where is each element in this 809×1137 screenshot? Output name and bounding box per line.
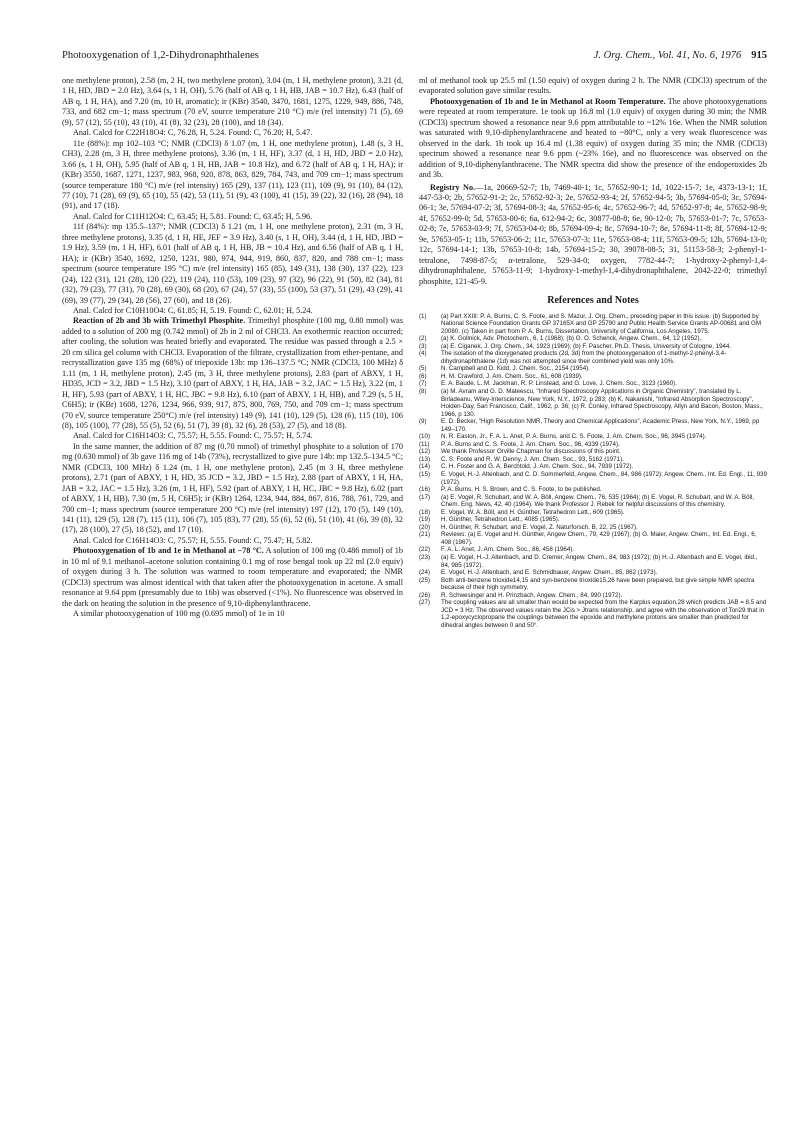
paragraph: one methylene proton), 2.58 (m, 2 H, two methylene proton), 3.04 (m, 1 H, methylene proton), 3.21 (d, 1 H, HD, JBD = 2.0 Hz), 3.64 (s, 1 H, OH), 5.76 (half of AB q, 1 H, HB, JAB = 10.7 Hz), 6.43 (half of AB q, 1 H, HA), and 7.20 (m, 10 H, aromatic); ir (KBr) 3540, 3470, 1681, 1275, 1229, 949, 886, 748, 733, and 682 cm−1; mass spectrum (70 eV, source temperature 210 °C) m/e (rel intensity) 71 (5), 69 (9), 57 (12), 55 (10), 43 (10), 41 (8), 32 (23), 28 (100), and 18 (34).	[62, 76, 403, 127]
reference-item	[419, 433, 767, 441]
paragraph: In the same manner, the addition of 87 mg (0.70 mmol) of trimethyl phosphite to a solution of 170 mg (0.630 mmol) of 3b gave 116 mg of 14b (73%), recrystallized to give pure 14b: mp 132.5–134.5 °C; NMR (CDCl3, 100 MHz) δ 1.24 (m, 1 H, one methylene proton), 2.45 (m 3 H, three methylene protons), 2.71 (part of ABXY, 1 H, HD, 35 JCD = 3.2, JBD = 1.5 Hz), 2.88 (part of ABXY, 1 H, HA, JAB = 3.2, JAC = 1.5 Hz), 3.26 (m, 1 H, HF), 5.92 (part of ABXY, 1 H, HC, JBC = 9.8 Hz), 6.02 (part of ABXY, 1 H, HB), 7.30 (m, 5 H, C6H5); ir (KBr) 1264, 1234, 944, 884, 867, 816, 788, 761, 729, and 700 cm−1; mass spectrum (source temperature 200 °C) m/e (rel intensity) 197 (12), 170 (5), 149 (10), 141 (11), 129 (5), 128 (7), 115 (11), 106 (7), 105 (83), 77 (28), 55 (6), 52 (6), 51 (10), 41 (6), 39 (8), 32 (17), 28 (100), 27 (5), 18 (52), and 17 (10).	[62, 441, 403, 535]
reference-number: (7)	[419, 380, 427, 388]
section-heading: Photooxygenation of 1b and 1e in Methanol at −78 °C.	[73, 546, 264, 556]
journal-citation	[594, 50, 767, 61]
paragraph: Anal. Calcd for C16H14O3: C, 75.57; H, 5.55. Found: C, 75.57; H, 5.74.	[73, 431, 313, 441]
reference-number: (25)	[419, 576, 431, 584]
reference-number: (18)	[419, 508, 431, 516]
reference-text: (a) E. Ciganek, J. Org. Chem., 34, 1923 (1969); (b) F. Pascher, Ph.D. Thesis, University of Cologne, 1944.	[441, 342, 732, 350]
paragraph: 11f (84%): mp 135.5–137°; NMR (CDCl3) δ 1.21 (m, 1 H, one methylene proton), 2.31 (m, 3 H, three methylene protons), 3.35 (d, 1 H, HE, JEF = 3.9 Hz), 3.40 (s, 1 H, OH), 3.44 (d, 1 H, HD, JBD = 1.9 Hz), 3.59 (m, 1 H, HF), 6.01 (half of AB q, 1 H, HB, JB = 10.4 Hz), and 6.56 (half of AB q, 1 H, HA); ir (KBr) 3540, 1692, 1250, 1231, 980, 974, 944, 919, 860, 837, 820, and 788 cm−1; mass spectrum (source temperature 195 °C) m/e (rel intensity) 165 (85), 149 (31), 138 (30), 137 (22), 123 (24), 122 (31), 121 (28), 120 (22), 119 (24), 110 (53), 109 (23), 97 (32), 96 (22), 91 (50), 82 (34), 81 (32), 79 (23), 77 (31), 70 (28), 69 (30), 68 (20), 67 (24), 57 (33), 55 (100), 53 (37), 51 (29), 43 (29), 41 (69), 39 (77), 29 (34), 28 (56), 27 (60), and 18 (26).	[62, 222, 403, 305]
reference-item	[419, 471, 767, 486]
reference-item	[419, 509, 767, 517]
left-column	[62, 76, 403, 620]
reference-item	[419, 343, 767, 351]
reference-number: (26)	[419, 591, 431, 599]
running-title: Photooxygenation of 1,2-Dihydronaphthalenes	[62, 50, 259, 61]
reference-text: E. D. Becker, "High Resolution NMR, Theory and Chemical Applications", Academic Press, New York, N.Y., 1969, pp 149–170.	[441, 418, 760, 433]
section-heading: Reaction of 2b and 3b with Trimethyl Phosphite.	[73, 316, 246, 326]
reference-number: (4)	[419, 350, 427, 358]
reference-item	[419, 599, 767, 629]
reference-item	[419, 313, 767, 336]
reference-item	[419, 569, 767, 577]
registry-list: —1a, 20669-52-7; 1b, 7469-40-1; 1c, 57652-90-1; 1d, 1022-15-7; 1e, 4373-13-1; 1f, 447-53-0; 2b, 57652-91-2; 2c, 57652-92-3; 2e, 57652-93-4; 2f, 57652-94-5; 3b, 57694-05-0; 3c, 57694-06-1; 3e, 57694-07-2; 3f, 57694-08-3; 4a, 57652-95-6; 4c, 57652-96-7; 4d, 57652-97-8; 4e, 57652-98-9; 4f, 57652-99-0; 5d, 57653-00-6; 6a, 612-94-2; 6c, 30877-08-8; 6e, 90-12-0; 7b, 57653-01-7; 7c, 57653-02-8; 7e, 57653-03-9; 7f, 57653-04-0; 8b, 57694-09-4; 8c, 57694-10-7; 8e, 57694-11-8; 8f, 57694-12-9; 9e, 57653-05-1; 11b, 57653-06-2; 11c, 57653-07-3; 11e, 57653-08-4; 11f, 57653-09-5; 12b, 57694-13-0; 12c, 57694-14-1; 13b, 57653-10-8; 14b, 57694-15-2; 30, 39078-08-5; 31, 51153-58-3; 2-phenyl-1-tetralone, 7498-87-5; α-tetralone, 529-34-0; oxygen, 7782-44-7; 1-hydroxy-2-phenyl-1,4-dihydronaphthalene, 57653-11-9; 1-hydroxy-1-methyl-1,4-dihydronaphthalene, 2042-22-0; trimethyl phosphite, 121-45-9.	[419, 182, 767, 286]
reference-number: (2)	[419, 335, 427, 343]
paragraph: 11e (88%): mp 102–103 °C; NMR (CDCl3) δ 1.07 (m, 1 H, one methylene proton), 1.48 (s, 3 H, CH3), 2.28 (m, 3 H, three methylene protons), 3.36 (m, 1 H, HF), 3.37 (d, 1 H, HD, JBD = 2.0 Hz), 3.66 (s, 1 H, OH), 5.95 (half of AB q, 1 H, HB, JAB = 10.8 Hz), and 6.72 (half of AB q, 1 H, HA); ir (KBr) 3550, 1687, 1271, 1237, 983, 968, 920, 878, 863, 829, 784, 743, and 709 cm−1; mass spectrum (source temperature 180 °C) m/e (rel intensity) 165 (29), 137 (11), 123 (11), 109 (9), 91 (10), 84 (12), 77 (10), 71 (28), 69 (9), 65 (10), 55 (42), 53 (11), 51 (9), 43 (100), 41 (15), 39 (22), 32 (16), 28 (94), 18 (91), and 17 (18).	[62, 138, 403, 211]
reference-text: N. R. Easton, Jr., F. A. L. Anet, P. A. Burns, and C. S. Foote, J. Am. Chem. Soc., 96, 3945 (1974).	[441, 433, 707, 441]
reference-item	[419, 554, 767, 569]
reference-number: (24)	[419, 569, 431, 577]
reference-text: (a) E. Vogel, R. Schubart, and W. A. Böll, Angew. Chem., 76, 535 (1964); (b) E. Vogel, R. Schubart, and W. A. Böll, Chem. Eng. News, 42, 40 (1964). We thank Professor J. Rebek for helpful discussions of this chemistry.	[441, 493, 754, 509]
paragraph: Anal. Calcd for C16H14O3: C, 75.57; H, 5.55. Found: C, 75.47; H, 5.82.	[73, 535, 313, 545]
reference-number: (17)	[419, 493, 431, 501]
section-paragraph	[62, 316, 403, 431]
reference-item	[419, 365, 767, 373]
reference-text: F. A. L. Anet, J. Am. Chem. Soc., 86, 458 (1964).	[441, 546, 575, 554]
reference-text: P. A. Burns and C. S. Foote, J. Am. Chem. Soc., 96, 4339 (1974).	[441, 440, 620, 448]
reference-text: N. Campbell and D. Kidd, J. Chem. Soc., 2154 (1954).	[441, 365, 590, 373]
reference-text: R. Schwesinger and H. Prinzbach, Angew. Chem., 84, 990 (1972).	[441, 591, 623, 599]
reference-number: (21)	[419, 531, 431, 539]
reference-number: (20)	[419, 523, 431, 531]
reference-text: C. S. Foote and R. W. Denny, J. Am. Chem. Soc., 93, 5162 (1971).	[441, 455, 624, 463]
section-paragraph	[419, 97, 767, 181]
paragraph: Anal. Calcd for C10H10O4: C, 61.85; H, 5.19. Found: C, 62.01; H, 5.24.	[73, 305, 313, 315]
reference-text: H. Günther, Tetrahedron Lett., 4085 (1965).	[441, 516, 560, 524]
reference-number: (13)	[419, 455, 431, 463]
reference-number: (10)	[419, 433, 431, 441]
reference-number: (3)	[419, 342, 427, 350]
reference-item	[419, 516, 767, 524]
section-paragraph	[62, 546, 403, 609]
references-list	[419, 313, 767, 630]
journal-name: J. Org. Chem., Vol. 41, No. 6, 1976	[593, 50, 742, 61]
reference-item	[419, 380, 767, 388]
reference-text: The isolation of the dioxygenated products (2d, 3d) from the photooxygenation of 1-methyl-2-phenyl-3,4-dihydronaphthalene (1d) was not attempted since their combined yield was only 10%.	[441, 350, 727, 365]
reference-item	[419, 448, 767, 456]
reference-text: (a) Part XXIII: P. A. Burns, C. S. Foote, and S. Mazur, J. Org. Chem., preceding paper in this issue. (b) Supported by National Science Foundation Grants GP 37165X and GP 25790 and Public Health Service Grants AP-00681 and GM 20080. (c) Taken in part from P. A. Burns, Dissertation, University of California, Los Angeles, 1975.	[441, 312, 761, 335]
reference-number: (1)	[419, 312, 427, 320]
paragraph-body: A solution of 100 mg (0.486 mmol) of 1b in 10 ml of 9.1 methanol–acetone solution containing 0.1 mg of rose bengal took up 22 ml (2.0 equiv) of oxygen during 3 h. The solution was warmed to room temperature and evaporated; the NMR (CDCl3) spectrum was almost identical with that taken after the photooxygenation in acetone. A small resonance at 9.64 ppm (presumably due to 16b) was observed (<1%). No fluorescence was observed in the dark on heating the solution in the presence of 9,10-diphenylanthracene.	[62, 546, 403, 608]
registry-heading: Registry No.	[430, 182, 476, 192]
paragraph: A similar photooxygenation of 100 mg (0.695 mmol) of 1e in 10	[73, 609, 285, 619]
section-heading: Photooxygenation of 1b and 1e in Methanol at Room Temperature.	[430, 96, 666, 106]
reference-item	[419, 441, 767, 449]
reference-text: (a) K. Gollnick, Adv. Photochem., 6, 1 (1968); (b) G. O. Schenck, Angew. Chem., 64, 12 (1952).	[441, 335, 702, 343]
reference-number: (11)	[419, 440, 430, 448]
paragraph: Anal. Calcd for C22H18O4: C, 76.28, H, 5.24. Found: C, 76.20; H, 5.47.	[73, 128, 313, 138]
reference-text: E. Vogel, H.-J. Altenbach, and C. D. Sommerfeld, Angew. Chem., 84, 986 (1972); Angew. Chem., Int. Ed. Engl., 11, 939 (1972).	[441, 471, 767, 486]
reference-text: (a) M. Avram and G. D. Mateescu, "Infrared Spectroscopy Applications in Organic Chemistry", translated by L. Birladeanu, Wiley-Interscience, New York, N.Y., 1972, p 283; (b) K. Nakanishi, "Infrared Absorption Spectroscopy", Holden-Day, San Francisco, Calif., 1962, p. 36; (c) R. Conley, Infrared Spectroscopy, Allyn and Bacon, Boston, Mass., 1966, p 130.	[441, 387, 763, 418]
paragraph-body: The above photooxygenations were repeated at room temperature. 1e took up 16.8 ml (1.0 equiv) of oxygen during 30 min; the NMR (CDCl3) spectrum showed a resonance near 9.6 ppm attributable to ~12% 16e. When the NMR solution was saturated with 9,10-diphenylanthracene and heated to ~80°C, only a very weak fluorescence was observed in the dark. 1b took up 16.4 ml (1.38 equiv) of oxygen during 35 min; the NMR (CDCl3) spectrum showed a resonance near 9.6 ppm (~23% 16e), and no fluorescence was observed on the addition of 9,10-diphenylanthracene. The NMR spectra did show the presence of the endoperoxides 2b and 3b.	[419, 96, 767, 180]
reference-number: (8)	[419, 387, 427, 395]
reference-text: E. A. Baude, L. M. Jackman, R. P. Linstead, and G. Love, J. Chem. Soc., 3123 (1960).	[441, 380, 677, 388]
reference-text: We thank Professor Orville Chapman for discussions of this point.	[441, 448, 621, 456]
reference-number: (23)	[419, 554, 431, 562]
reference-item	[419, 456, 767, 464]
reference-item	[419, 592, 767, 600]
paragraph: Anal. Calcd for C11H12O4: C, 63.45; H, 5.81. Found: C, 63.45; H, 5.96.	[73, 211, 313, 221]
reference-item	[419, 388, 767, 418]
paragraph: ml of methanol took up 25.5 ml (1.50 equiv) of oxygen during 2 h. The NMR (CDCl3) spectrum of the evaporated solution gave similar results.	[419, 76, 767, 96]
registry-numbers	[419, 183, 767, 288]
reference-text: H. Günther, R. Schubart, and E. Vogel, Z. Naturforsch. B, 22, 25 (1967).	[441, 523, 638, 531]
reference-number: (6)	[419, 372, 427, 380]
reference-item	[419, 531, 767, 546]
reference-text: E. Vogel, W. A. Böll, and H. Günther, Tetrahedron Lett., 609 (1965).	[441, 508, 625, 516]
reference-number: (22)	[419, 546, 431, 554]
reference-text: H. M. Crawford, J. Am. Chem. Soc., 61, 608 (1939).	[441, 372, 583, 380]
reference-text: Reviews: (a) E. Vogel and H. Günther, Angew Chem., 79, 429 (1967); (b) G. Maier, Angew. Chem., Int. Ed. Engl., 6, 408 (1967).	[441, 531, 757, 546]
page-header	[62, 50, 767, 66]
reference-number: (16)	[419, 486, 431, 494]
reference-item	[419, 546, 767, 554]
reference-item	[419, 373, 767, 381]
paragraph-body: Trimethyl phosphite (100 mg, 0.80 mmol) was added to a solution of 200 mg (0.742 mmol) of 2b in 2 ml of CHCl3. An exothermic reaction occurred; after cooling, the solution was heated briefly and evaporated. The residue was passed through a 2.5 × 20 cm silica gel column with CHCl3. Evaporation of the filtrate, crystallization from ether-pentane, and recrystallization gave 135 mg (68%) of triepoxide 13b: mp 136–137.5 °C; NMR (CDCl3, 100 MHz) δ 1.11 (m, 1 H, methylene proton), 2.45 (m, 3 H, three methylene protons), 2.83 (part of ABXY, 1 H, HD35, JCD = 3.2, JBD = 1.5 Hz), 3.10 (part of ABXY, 1 H, HA, JAB = 3.2, JAC = 1.5 Hz), 3.22 (m, 1 H, HF), 5.93 (part of ABXY, 1 H, HC, JBC = 9.8 Hz), 6.10 (part of ABXY, 1 H, HB), and 7.29 (s, 5 H, C6H5); ir (KBr) 1608, 1276, 1234, 966, 939, 917, 875, 800, 769, 750, and 709 cm−1; mass spectrum (70 eV, source temperature 250°C) m/e (rel intensity) 149 (9), 141 (10), 129 (5), 128 (6), 115 (10), 106 (8), 105 (100), 77 (28), 55 (5), 52 (6), 51 (7), 39 (8), 32 (6), 28 (53), 27 (5), and 18 (8).	[62, 316, 404, 430]
reference-number: (27)	[419, 599, 431, 607]
right-column	[419, 76, 767, 629]
reference-text: E. Vogel, H.-J. Altenbach, and E. Schmidbauer, Angew. Chem., 85, 862 (1973).	[441, 569, 658, 577]
reference-number: (9)	[419, 418, 427, 426]
page-number: 915	[751, 50, 767, 61]
reference-item	[419, 418, 767, 433]
reference-text: (a) E. Vogel, H.-J. Altenbach, and D. Cremer, Angew. Chem., 84, 983 (1972); (b) H.-J. Altenbach and E. Vogel, ibid., 84, 985 (1972).	[441, 554, 758, 569]
reference-number: (5)	[419, 365, 427, 373]
reference-item	[419, 335, 767, 343]
reference-text: P. A. Burns, H. S. Brown, and C. S. Foote, to be published.	[441, 486, 602, 494]
reference-text: C. H. Foster and G. A. Berchtold, J. Am. Chem. Soc., 94, 7939 (1972).	[441, 463, 634, 471]
reference-number: (19)	[419, 516, 431, 524]
reference-item	[419, 463, 767, 471]
reference-number: (14)	[419, 463, 431, 471]
reference-text: Both anti-benzene trioxide14,15 and syn-benzene trioxide15,26 have been prepared, but give simple NMR spectra because of their high symmetry.	[441, 576, 755, 592]
reference-number: (15)	[419, 471, 431, 478]
reference-item	[419, 494, 767, 509]
reference-text: The coupling values are all smaller than would be expected from the Karplus equation,28 which predicts JAB = 8.5 and JCD = 3 Hz. The observed values retain the JCis > Jtrans relationship, and agree with the observation of Tori29 that in 1,2-epoxycyclopropane the couplings between the epoxide and methylene protons are smaller than predicted for dihedral angles between 0 and 50°.	[441, 599, 767, 629]
reference-item	[419, 524, 767, 532]
reference-item	[419, 350, 767, 365]
reference-item	[419, 577, 767, 592]
reference-item	[419, 486, 767, 494]
references-title: References and Notes	[547, 295, 639, 307]
reference-number: (12)	[419, 448, 431, 456]
